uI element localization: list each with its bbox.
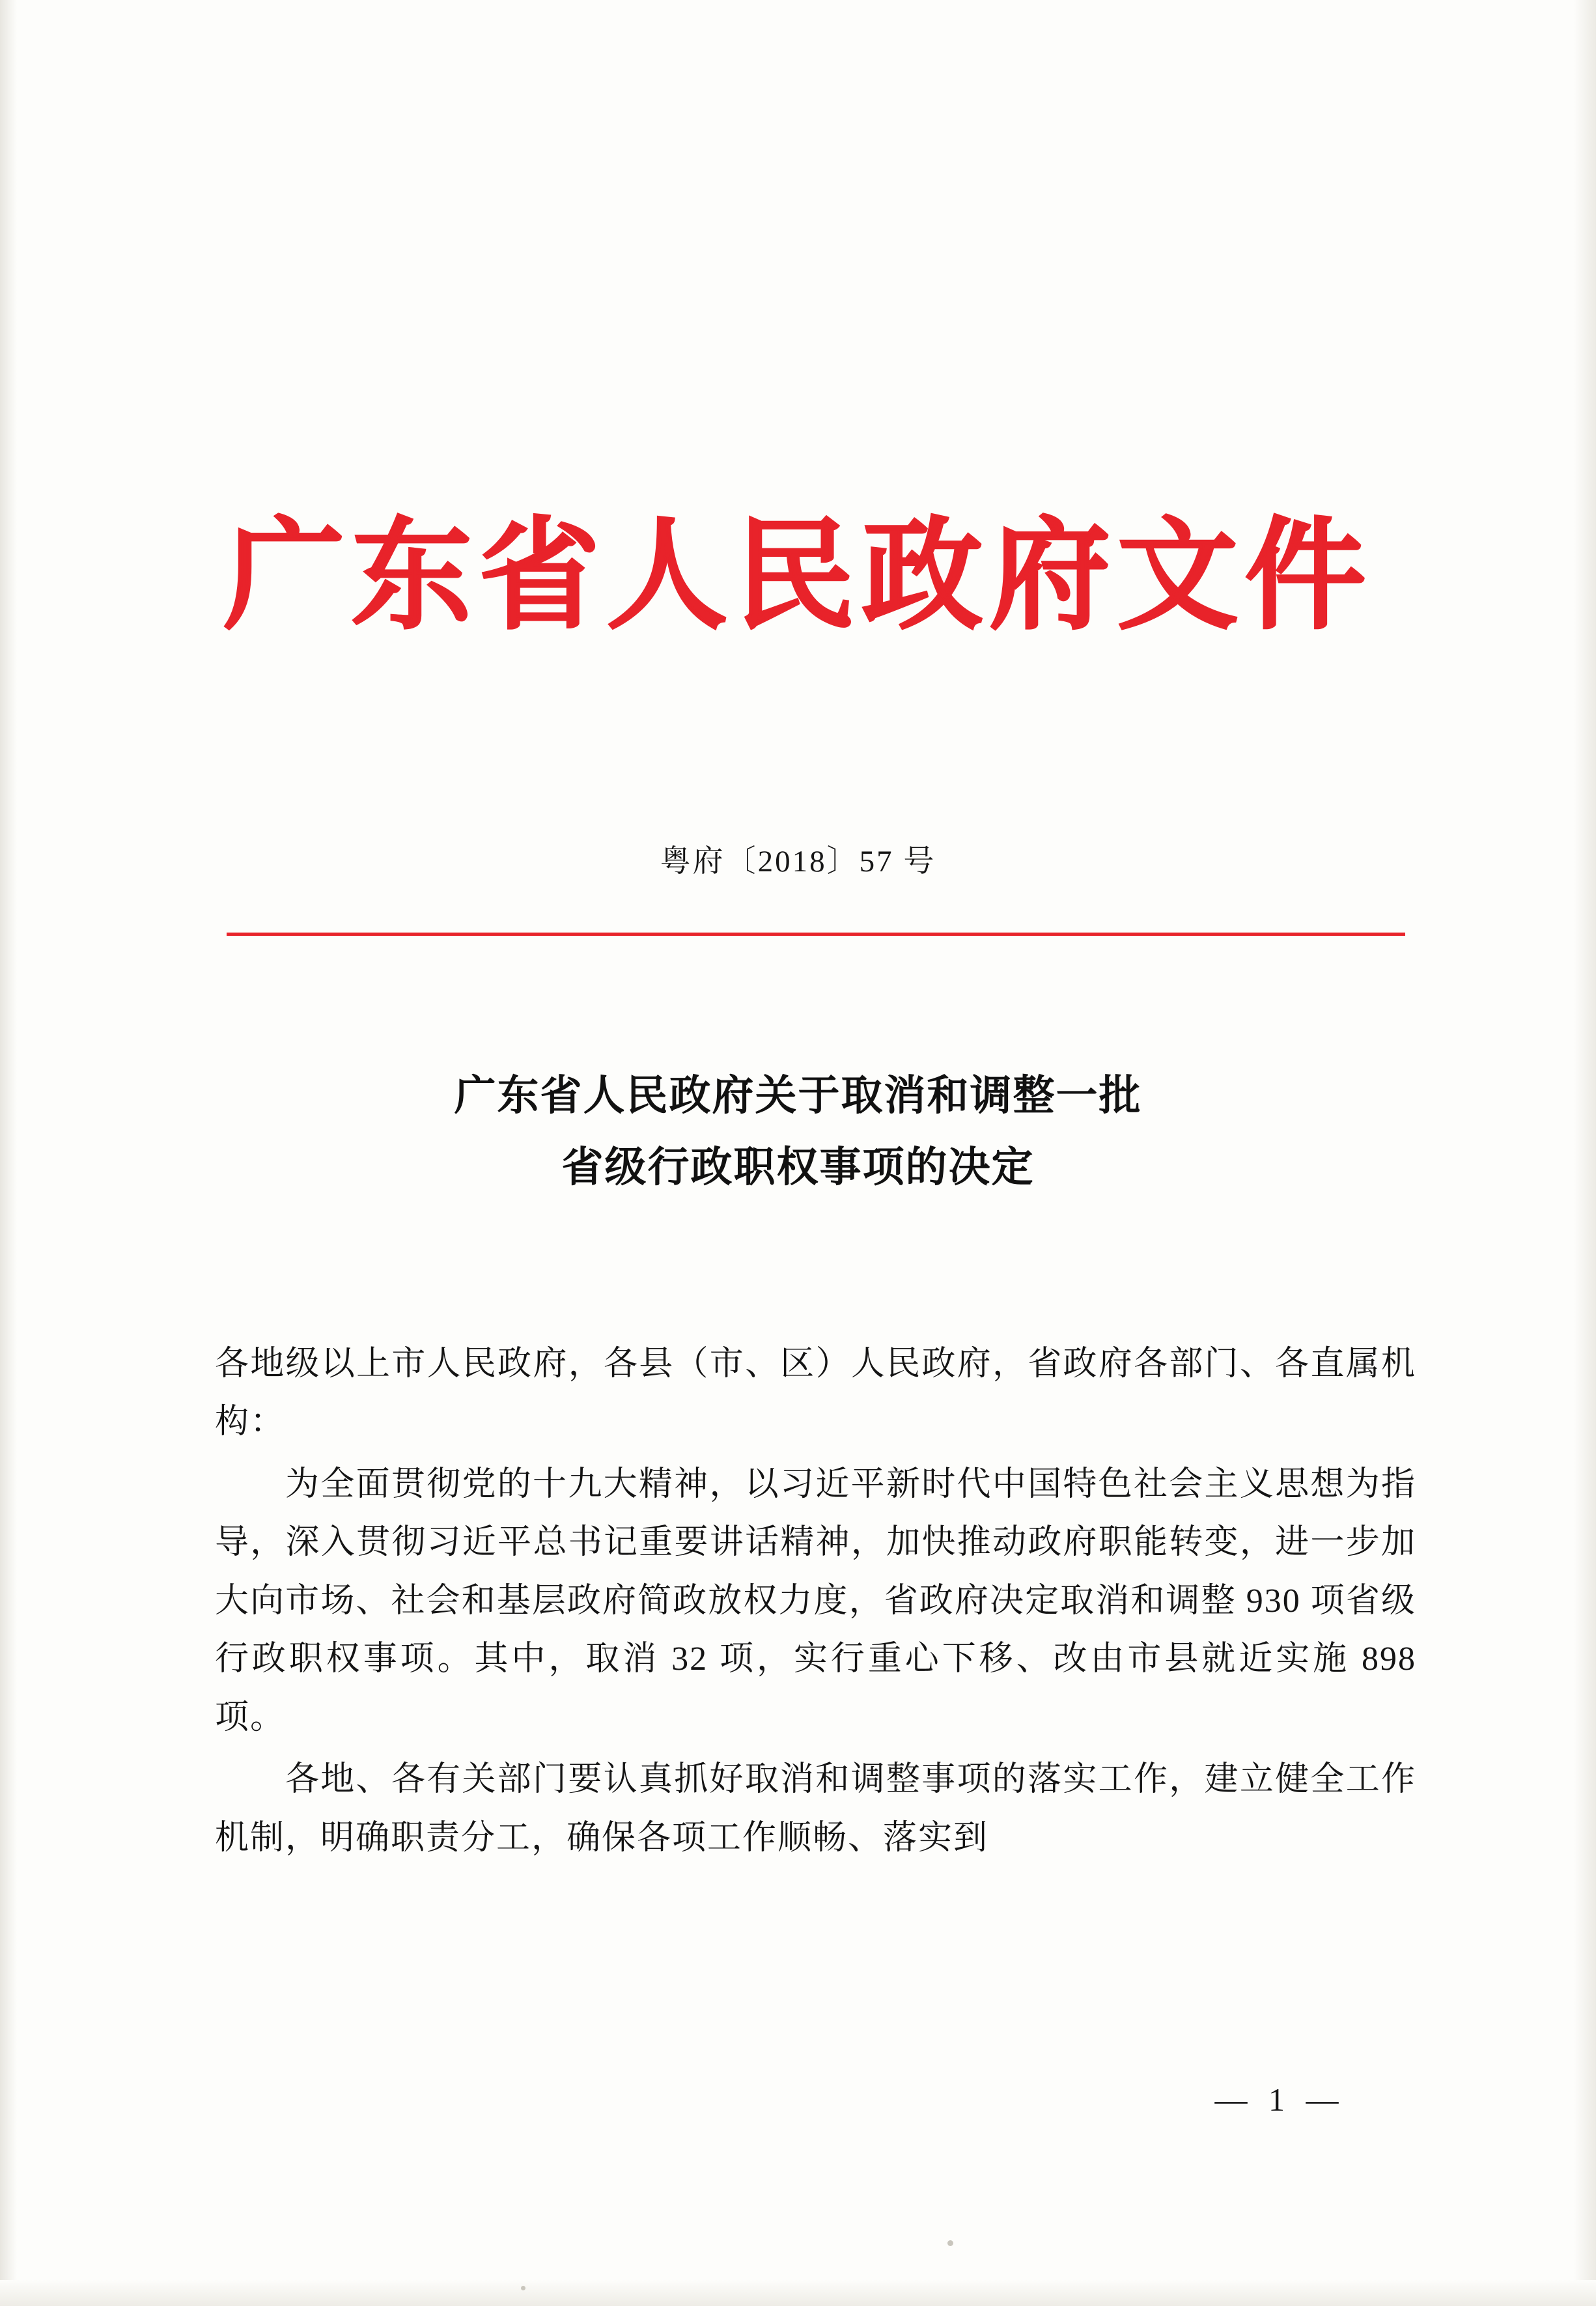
- masthead-title: 广东省人民政府文件: [223, 503, 1373, 646]
- page-footer-number: [0, 2081, 1596, 2118]
- body-paragraph-addressee: 各地级以上市人民政府，各县（市、区）人民政府，省政府各部门、各直属机构：: [215, 1345, 1416, 1441]
- masthead: [0, 503, 1596, 646]
- red-horizontal-rule: [227, 933, 1405, 936]
- page-number-value: — 1 —: [1214, 2081, 1345, 2118]
- page-title: [0, 1060, 1596, 1203]
- scan-speck: [521, 2286, 525, 2290]
- page-title-line-2: 省级行政职权事项的决定: [561, 1143, 1035, 1192]
- body-paragraph-implementation: 各地、各有关部门要认真抓好取消和调整事项的落实工作，建立健全工作机制，明确职责分工，确保各项工作顺畅、落实到: [215, 1761, 1416, 1857]
- scan-speck: [947, 2240, 953, 2246]
- body-paragraph-background: 为全面贯彻党的十九大精神，以习近平新时代中国特色社会主义思想为指导，深入贯彻习近平总书记重要讲话精神，加快推动政府职能转变，进一步加大向市场、社会和基层政府简政放权力度，省政府决定取消和调整 930 项省级行政职权事项。其中，取消 32 项，实行重心下移、改由市县就近实施 898 项。: [215, 1465, 1416, 1736]
- document-body: [215, 1335, 1416, 1871]
- paper-edge-bottom: [0, 2280, 1596, 2306]
- document-number: 粤府〔2018〕57 号: [660, 845, 936, 879]
- page-title-line-1: 广东省人民政府关于取消和调整一批: [454, 1071, 1142, 1120]
